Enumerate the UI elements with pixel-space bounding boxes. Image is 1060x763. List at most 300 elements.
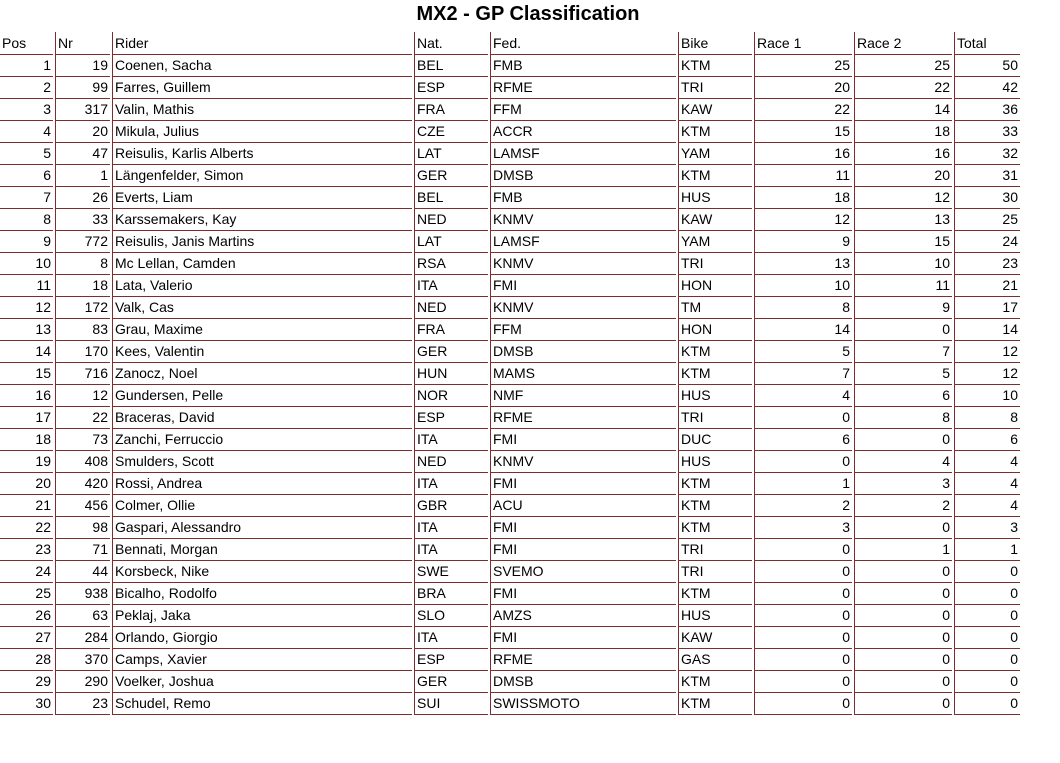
cell-bike: TRI	[678, 561, 752, 583]
cell-total: 33	[954, 121, 1020, 143]
cell-total: 0	[954, 605, 1020, 627]
cell-nat: ITA	[414, 517, 488, 539]
cell-total: 12	[954, 363, 1020, 385]
cell-race1: 14	[754, 319, 852, 341]
cell-bike: KAW	[678, 209, 752, 231]
table-row	[0, 473, 1020, 495]
cell-nat: BEL	[414, 55, 488, 77]
cell-total: 0	[954, 671, 1020, 693]
cell-pos: 26	[0, 605, 53, 627]
cell-bike: TM	[678, 297, 752, 319]
cell-rider: Gaspari, Alessandro	[112, 517, 412, 539]
cell-race1: 0	[754, 583, 852, 605]
cell-nr: 317	[55, 99, 110, 121]
cell-pos: 24	[0, 561, 53, 583]
cell-fed: RFME	[490, 649, 676, 671]
cell-pos: 27	[0, 627, 53, 649]
cell-fed: FMB	[490, 187, 676, 209]
cell-race1: 15	[754, 121, 852, 143]
cell-nr: 420	[55, 473, 110, 495]
classification-table	[0, 32, 1022, 715]
cell-bike: HUS	[678, 187, 752, 209]
cell-rider: Bennati, Morgan	[112, 539, 412, 561]
cell-nr: 20	[55, 121, 110, 143]
cell-bike: TRI	[678, 407, 752, 429]
cell-nr: 772	[55, 231, 110, 253]
cell-rider: Camps, Xavier	[112, 649, 412, 671]
cell-bike: GAS	[678, 649, 752, 671]
cell-rider: Gundersen, Pelle	[112, 385, 412, 407]
cell-bike: KTM	[678, 55, 752, 77]
cell-race1: 13	[754, 253, 852, 275]
cell-bike: KTM	[678, 671, 752, 693]
cell-total: 0	[954, 627, 1020, 649]
cell-nat: ITA	[414, 627, 488, 649]
cell-rider: Bicalho, Rodolfo	[112, 583, 412, 605]
cell-pos: 9	[0, 231, 53, 253]
cell-rider: Voelker, Joshua	[112, 671, 412, 693]
cell-nat: ESP	[414, 649, 488, 671]
table-row	[0, 429, 1020, 451]
cell-nat: ITA	[414, 429, 488, 451]
table-row	[0, 583, 1020, 605]
cell-nr: 18	[55, 275, 110, 297]
table-row	[0, 99, 1020, 121]
cell-nr: 19	[55, 55, 110, 77]
header-nat: Nat.	[414, 32, 488, 55]
cell-race1: 0	[754, 671, 852, 693]
cell-nat: GER	[414, 165, 488, 187]
cell-nat: GER	[414, 341, 488, 363]
cell-total: 1	[954, 539, 1020, 561]
cell-race2: 6	[854, 385, 952, 407]
cell-nat: GER	[414, 671, 488, 693]
cell-total: 6	[954, 429, 1020, 451]
cell-race2: 12	[854, 187, 952, 209]
cell-nat: ITA	[414, 473, 488, 495]
table-row	[0, 627, 1020, 649]
cell-fed: LAMSF	[490, 231, 676, 253]
cell-total: 42	[954, 77, 1020, 99]
cell-nr: 99	[55, 77, 110, 99]
cell-race1: 8	[754, 297, 852, 319]
cell-fed: KNMV	[490, 209, 676, 231]
cell-nat: ESP	[414, 77, 488, 99]
cell-rider: Valk, Cas	[112, 297, 412, 319]
cell-nr: 33	[55, 209, 110, 231]
cell-race2: 8	[854, 407, 952, 429]
cell-fed: FMI	[490, 517, 676, 539]
cell-nr: 716	[55, 363, 110, 385]
table-row	[0, 517, 1020, 539]
cell-total: 30	[954, 187, 1020, 209]
cell-race1: 5	[754, 341, 852, 363]
cell-race2: 4	[854, 451, 952, 473]
cell-race2: 0	[854, 605, 952, 627]
table-row	[0, 143, 1020, 165]
cell-nr: 12	[55, 385, 110, 407]
cell-race1: 6	[754, 429, 852, 451]
cell-total: 4	[954, 495, 1020, 517]
cell-total: 24	[954, 231, 1020, 253]
cell-total: 32	[954, 143, 1020, 165]
cell-pos: 16	[0, 385, 53, 407]
cell-rider: Mc Lellan, Camden	[112, 253, 412, 275]
cell-fed: FFM	[490, 319, 676, 341]
table-row	[0, 165, 1020, 187]
cell-nat: HUN	[414, 363, 488, 385]
table-row	[0, 671, 1020, 693]
cell-fed: ACU	[490, 495, 676, 517]
cell-nat: BEL	[414, 187, 488, 209]
cell-fed: FMI	[490, 275, 676, 297]
cell-rider: Farres, Guillem	[112, 77, 412, 99]
cell-nat: BRA	[414, 583, 488, 605]
cell-pos: 3	[0, 99, 53, 121]
cell-total: 0	[954, 693, 1020, 715]
cell-race2: 22	[854, 77, 952, 99]
header-row	[0, 32, 1020, 55]
header-nr: Nr	[55, 32, 110, 55]
cell-race1: 2	[754, 495, 852, 517]
cell-fed: DMSB	[490, 165, 676, 187]
cell-nr: 73	[55, 429, 110, 451]
cell-nr: 44	[55, 561, 110, 583]
cell-race2: 10	[854, 253, 952, 275]
cell-rider: Valin, Mathis	[112, 99, 412, 121]
cell-race1: 18	[754, 187, 852, 209]
cell-bike: KAW	[678, 627, 752, 649]
cell-nr: 83	[55, 319, 110, 341]
table-row	[0, 253, 1020, 275]
cell-pos: 18	[0, 429, 53, 451]
cell-fed: FMI	[490, 539, 676, 561]
cell-race2: 0	[854, 671, 952, 693]
cell-nat: GBR	[414, 495, 488, 517]
cell-rider: Mikula, Julius	[112, 121, 412, 143]
cell-race1: 0	[754, 693, 852, 715]
cell-race2: 0	[854, 429, 952, 451]
cell-nat: SWE	[414, 561, 488, 583]
cell-nat: NED	[414, 297, 488, 319]
cell-nat: LAT	[414, 143, 488, 165]
cell-rider: Karssemakers, Kay	[112, 209, 412, 231]
table-row	[0, 407, 1020, 429]
cell-fed: KNMV	[490, 297, 676, 319]
cell-race1: 0	[754, 561, 852, 583]
cell-race2: 3	[854, 473, 952, 495]
cell-fed: FMI	[490, 627, 676, 649]
cell-nat: LAT	[414, 231, 488, 253]
cell-fed: SVEMO	[490, 561, 676, 583]
cell-race2: 15	[854, 231, 952, 253]
table-row	[0, 451, 1020, 473]
table-row	[0, 649, 1020, 671]
cell-race1: 3	[754, 517, 852, 539]
cell-nat: FRA	[414, 319, 488, 341]
cell-bike: KTM	[678, 121, 752, 143]
cell-fed: KNMV	[490, 253, 676, 275]
cell-race2: 13	[854, 209, 952, 231]
cell-race2: 5	[854, 363, 952, 385]
cell-total: 14	[954, 319, 1020, 341]
cell-nat: NOR	[414, 385, 488, 407]
cell-total: 50	[954, 55, 1020, 77]
cell-rider: Korsbeck, Nike	[112, 561, 412, 583]
cell-rider: Orlando, Giorgio	[112, 627, 412, 649]
cell-bike: KTM	[678, 583, 752, 605]
cell-bike: DUC	[678, 429, 752, 451]
cell-rider: Reisulis, Karlis Alberts	[112, 143, 412, 165]
table-row	[0, 275, 1020, 297]
cell-rider: Zanocz, Noel	[112, 363, 412, 385]
cell-race2: 0	[854, 649, 952, 671]
cell-fed: FMB	[490, 55, 676, 77]
cell-fed: RFME	[490, 77, 676, 99]
page-title: MX2 - GP Classification	[416, 3, 640, 25]
table-body	[0, 55, 1020, 715]
cell-nr: 170	[55, 341, 110, 363]
cell-bike: HUS	[678, 451, 752, 473]
cell-race2: 11	[854, 275, 952, 297]
table-row	[0, 77, 1020, 99]
cell-nat: NED	[414, 209, 488, 231]
cell-fed: RFME	[490, 407, 676, 429]
cell-bike: HON	[678, 275, 752, 297]
cell-nr: 370	[55, 649, 110, 671]
cell-fed: AMZS	[490, 605, 676, 627]
cell-nr: 290	[55, 671, 110, 693]
table-row	[0, 539, 1020, 561]
cell-bike: KTM	[678, 363, 752, 385]
cell-race2: 1	[854, 539, 952, 561]
header-race1: Race 1	[754, 32, 852, 55]
table-row	[0, 605, 1020, 627]
cell-race1: 9	[754, 231, 852, 253]
cell-race1: 11	[754, 165, 852, 187]
cell-race1: 7	[754, 363, 852, 385]
cell-pos: 30	[0, 693, 53, 715]
cell-fed: FFM	[490, 99, 676, 121]
cell-rider: Rossi, Andrea	[112, 473, 412, 495]
table-row	[0, 385, 1020, 407]
cell-race1: 0	[754, 539, 852, 561]
cell-race2: 16	[854, 143, 952, 165]
cell-race1: 12	[754, 209, 852, 231]
cell-total: 4	[954, 451, 1020, 473]
cell-pos: 11	[0, 275, 53, 297]
cell-nat: FRA	[414, 99, 488, 121]
cell-fed: MAMS	[490, 363, 676, 385]
cell-nr: 938	[55, 583, 110, 605]
cell-race1: 10	[754, 275, 852, 297]
cell-fed: LAMSF	[490, 143, 676, 165]
cell-rider: Längenfelder, Simon	[112, 165, 412, 187]
cell-bike: YAM	[678, 231, 752, 253]
cell-race1: 16	[754, 143, 852, 165]
cell-nat: CZE	[414, 121, 488, 143]
cell-nat: SUI	[414, 693, 488, 715]
cell-nr: 456	[55, 495, 110, 517]
cell-fed: KNMV	[490, 451, 676, 473]
cell-bike: YAM	[678, 143, 752, 165]
cell-total: 4	[954, 473, 1020, 495]
cell-bike: TRI	[678, 253, 752, 275]
cell-pos: 15	[0, 363, 53, 385]
cell-bike: KTM	[678, 517, 752, 539]
cell-race1: 0	[754, 451, 852, 473]
cell-pos: 1	[0, 55, 53, 77]
cell-race1: 22	[754, 99, 852, 121]
cell-race2: 14	[854, 99, 952, 121]
cell-rider: Peklaj, Jaka	[112, 605, 412, 627]
table-row	[0, 319, 1020, 341]
cell-race2: 0	[854, 693, 952, 715]
cell-race2: 0	[854, 627, 952, 649]
cell-bike: TRI	[678, 539, 752, 561]
cell-nr: 23	[55, 693, 110, 715]
cell-race2: 25	[854, 55, 952, 77]
cell-nat: ITA	[414, 275, 488, 297]
cell-rider: Colmer, Ollie	[112, 495, 412, 517]
table-row	[0, 209, 1020, 231]
cell-total: 12	[954, 341, 1020, 363]
cell-bike: KTM	[678, 693, 752, 715]
cell-total: 36	[954, 99, 1020, 121]
cell-pos: 6	[0, 165, 53, 187]
cell-fed: FMI	[490, 429, 676, 451]
cell-total: 3	[954, 517, 1020, 539]
table-row	[0, 231, 1020, 253]
cell-pos: 17	[0, 407, 53, 429]
table-header	[0, 32, 1020, 55]
table-row	[0, 561, 1020, 583]
cell-bike: KAW	[678, 99, 752, 121]
cell-total: 31	[954, 165, 1020, 187]
cell-fed: SWISSMOTO	[490, 693, 676, 715]
cell-pos: 13	[0, 319, 53, 341]
cell-total: 23	[954, 253, 1020, 275]
cell-bike: HON	[678, 319, 752, 341]
cell-rider: Grau, Maxime	[112, 319, 412, 341]
cell-race1: 4	[754, 385, 852, 407]
cell-nr: 22	[55, 407, 110, 429]
cell-pos: 8	[0, 209, 53, 231]
cell-nat: ITA	[414, 539, 488, 561]
cell-bike: HUS	[678, 385, 752, 407]
cell-nr: 408	[55, 451, 110, 473]
cell-total: 8	[954, 407, 1020, 429]
cell-nat: ESP	[414, 407, 488, 429]
cell-nr: 47	[55, 143, 110, 165]
cell-race2: 0	[854, 517, 952, 539]
cell-race1: 1	[754, 473, 852, 495]
cell-bike: HUS	[678, 605, 752, 627]
cell-rider: Reisulis, Janis Martins	[112, 231, 412, 253]
cell-nat: RSA	[414, 253, 488, 275]
cell-bike: KTM	[678, 341, 752, 363]
cell-pos: 25	[0, 583, 53, 605]
cell-fed: FMI	[490, 473, 676, 495]
cell-pos: 28	[0, 649, 53, 671]
header-pos: Pos	[0, 32, 53, 55]
cell-total: 0	[954, 583, 1020, 605]
cell-race1: 20	[754, 77, 852, 99]
cell-total: 25	[954, 209, 1020, 231]
header-race2: Race 2	[854, 32, 952, 55]
cell-race2: 18	[854, 121, 952, 143]
table-row	[0, 187, 1020, 209]
cell-race2: 7	[854, 341, 952, 363]
cell-fed: DMSB	[490, 341, 676, 363]
header-rider: Rider	[112, 32, 412, 55]
cell-fed: NMF	[490, 385, 676, 407]
cell-race1: 0	[754, 605, 852, 627]
cell-pos: 5	[0, 143, 53, 165]
cell-pos: 12	[0, 297, 53, 319]
cell-total: 0	[954, 561, 1020, 583]
cell-nr: 98	[55, 517, 110, 539]
cell-pos: 29	[0, 671, 53, 693]
table-row	[0, 55, 1020, 77]
cell-fed: FMI	[490, 583, 676, 605]
cell-bike: KTM	[678, 165, 752, 187]
cell-race2: 0	[854, 319, 952, 341]
cell-nr: 1	[55, 165, 110, 187]
table-row	[0, 341, 1020, 363]
cell-fed: DMSB	[490, 671, 676, 693]
header-fed: Fed.	[490, 32, 676, 55]
cell-nr: 71	[55, 539, 110, 561]
cell-nr: 284	[55, 627, 110, 649]
cell-rider: Braceras, David	[112, 407, 412, 429]
cell-rider: Smulders, Scott	[112, 451, 412, 473]
table-row	[0, 363, 1020, 385]
table-row	[0, 693, 1020, 715]
table-row	[0, 121, 1020, 143]
cell-nr: 63	[55, 605, 110, 627]
cell-race2: 0	[854, 561, 952, 583]
cell-bike: KTM	[678, 473, 752, 495]
cell-pos: 4	[0, 121, 53, 143]
cell-pos: 22	[0, 517, 53, 539]
header-total: Total	[954, 32, 1020, 55]
cell-pos: 2	[0, 77, 53, 99]
cell-total: 0	[954, 649, 1020, 671]
cell-rider: Schudel, Remo	[112, 693, 412, 715]
cell-pos: 20	[0, 473, 53, 495]
cell-nr: 8	[55, 253, 110, 275]
cell-pos: 7	[0, 187, 53, 209]
table-row	[0, 495, 1020, 517]
cell-nat: SLO	[414, 605, 488, 627]
cell-pos: 21	[0, 495, 53, 517]
cell-rider: Everts, Liam	[112, 187, 412, 209]
cell-bike: TRI	[678, 77, 752, 99]
cell-fed: ACCR	[490, 121, 676, 143]
cell-nat: NED	[414, 451, 488, 473]
cell-race2: 2	[854, 495, 952, 517]
cell-race1: 25	[754, 55, 852, 77]
header-bike: Bike	[678, 32, 752, 55]
cell-rider: Lata, Valerio	[112, 275, 412, 297]
cell-total: 10	[954, 385, 1020, 407]
cell-nr: 26	[55, 187, 110, 209]
cell-total: 21	[954, 275, 1020, 297]
cell-race2: 20	[854, 165, 952, 187]
cell-race2: 9	[854, 297, 952, 319]
cell-race1: 0	[754, 649, 852, 671]
